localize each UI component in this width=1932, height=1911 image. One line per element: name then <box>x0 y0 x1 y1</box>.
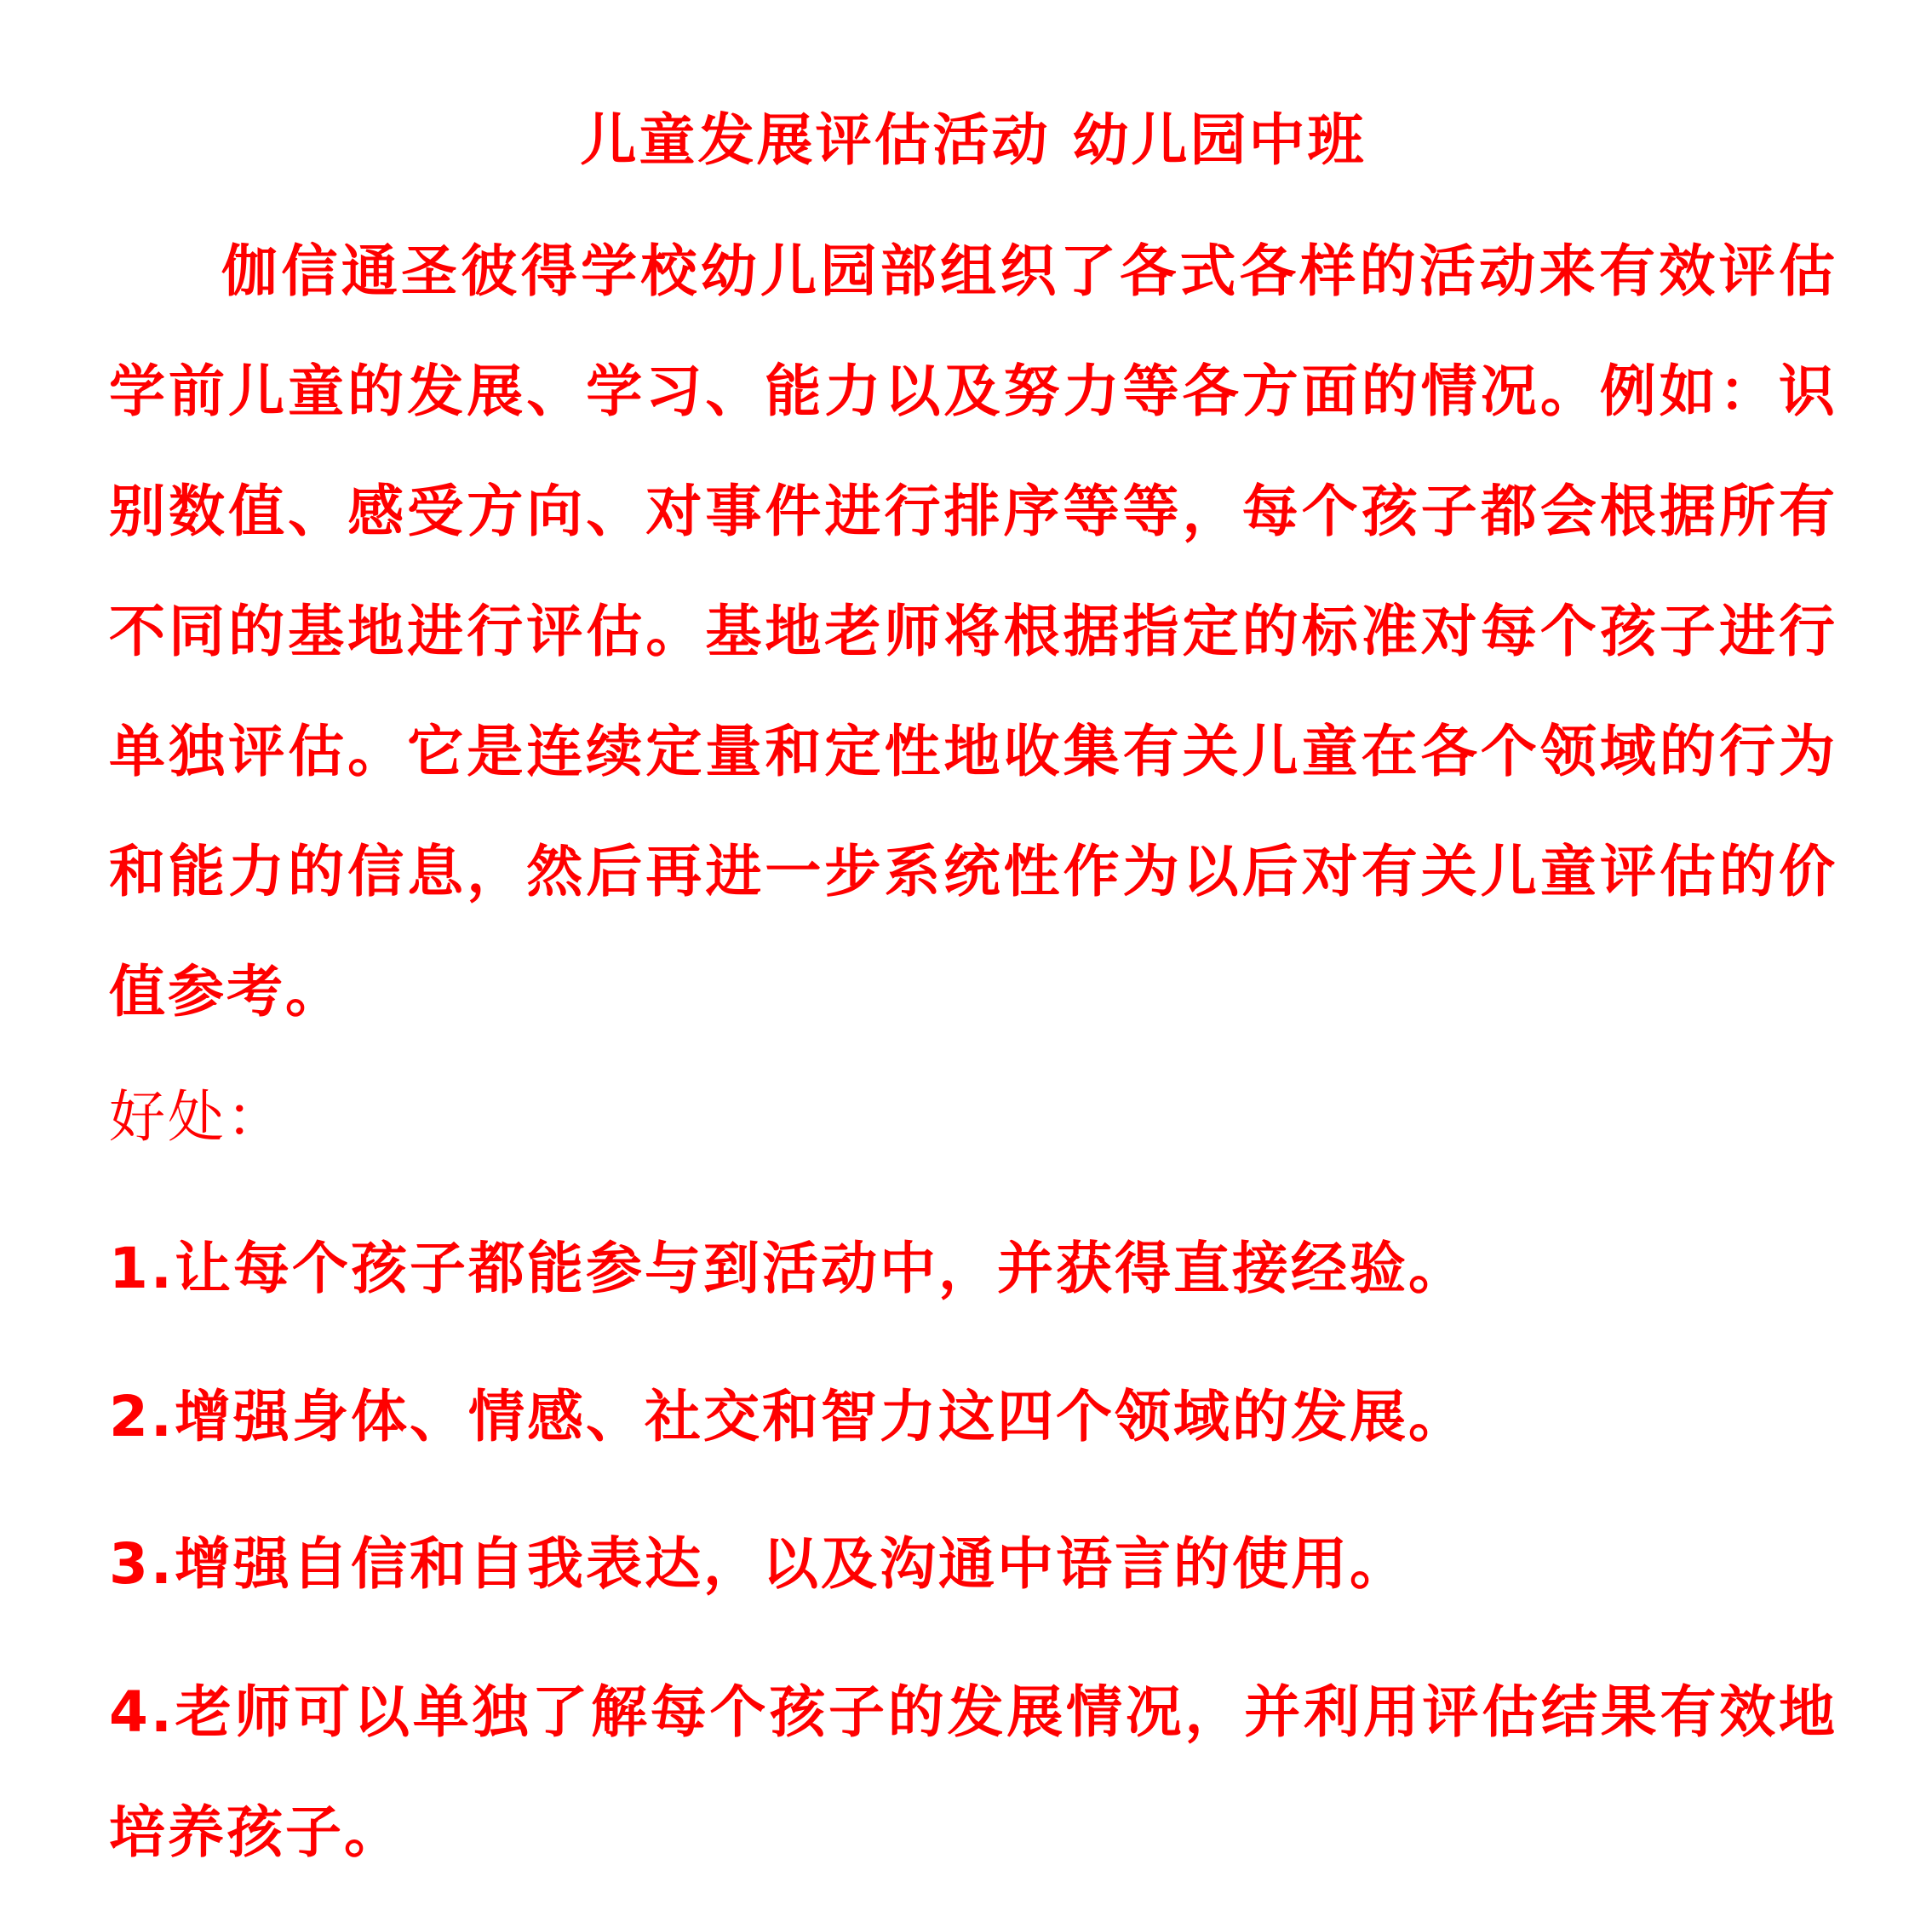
document-title: 儿童发展评估活动 幼儿园中班 <box>580 107 1367 174</box>
benefit-item: 4.老师可以单独了解每个孩子的发展情况，并利用评估结果有效地培养孩子。 <box>109 1679 1837 1865</box>
benefit-item: 3.增强自信和自我表达，以及沟通中语言的使用。 <box>109 1531 1408 1597</box>
benefits-heading: 好处： <box>109 1084 285 1150</box>
document-page <box>109 0 1837 1911</box>
intro-paragraph: 伽信通圣彼得学校幼儿园部组织了各式各样的活动来有效评估学前儿童的发展、学习、能力以及努力等各方面的情况。例如：识别数值、感受方向、对事件进行排序等等，每个孩子都会根据所有不同的基地进行评估。基地老师将根据指定的标准对每个孩子进行单独评估。它是连续定量和定性地收集有关儿童在各个领域的行为和能力的信息，然后再进一步系统性作为以后对有关儿童评估的价值参考。 <box>109 238 1837 1024</box>
benefit-item: 2.增强身体、情感、社交和智力这四个领域的发展。 <box>109 1384 1467 1449</box>
benefit-item: 1.让每个孩子都能参与到活动中，并获得直接经验。 <box>109 1236 1467 1301</box>
